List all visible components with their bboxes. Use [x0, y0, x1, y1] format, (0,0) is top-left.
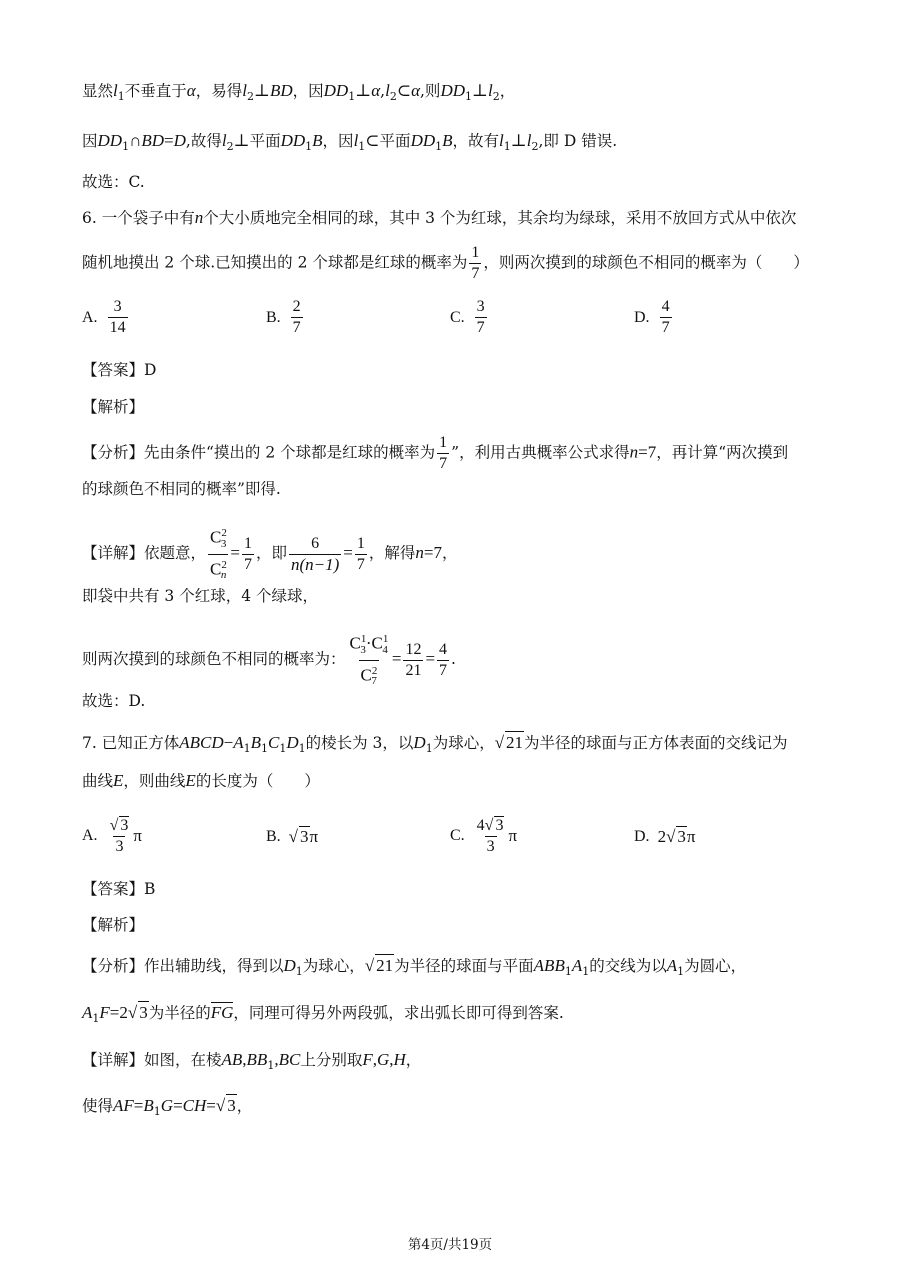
question-6-line-2: 随机地摸出 2 个球.已知摸出的 2 个球都是红球的概率为 $\frac{1}{7}$ ，则两次摸到的球颜色不相同的概率为（ ）	[82, 244, 809, 282]
arc-fg: FG	[210, 1003, 234, 1022]
option-d[interactable]: D. 4 7	[634, 298, 670, 336]
analysis-line: 【分析】先由条件“摸出的 2 个球都是红球的概率为 $\frac{1}{7}$ ”，利用古典概率公式求得n=7，再计算“两次摸到	[82, 434, 789, 472]
option-a[interactable]: A. √ 3 3 π	[82, 817, 142, 855]
option-c[interactable]: C. 4√ 3 3 π	[450, 817, 518, 855]
question-7-line-2: 曲线E，则曲线E的长度为（ ）	[82, 771, 320, 790]
detail-line: 【详解】依题意， $\frac{C^2_3}{C^2_n}$ = $\frac{1}{7}$ ，即 $\frac{6}{n(n-1)}$ = $\frac{1}{7}$ ，解得n=7，	[82, 524, 457, 584]
page-footer: 第4页/共19页	[407, 1237, 493, 1253]
option-a[interactable]: A. 3 14	[82, 298, 126, 336]
option-c[interactable]: C. 3 7	[450, 298, 485, 336]
detail-line: 即袋中共有 3 个红球，4 个绿球，	[82, 587, 319, 605]
analysis-line: $A_1F=2√$ 3为半径的FG，同理可得另外两段弧，求出弧长即可得到答案.	[82, 1003, 564, 1026]
answer: 【答案】B	[82, 880, 156, 898]
detail-line: 【详解】如图，在棱$AB,BB_1,BC$上分别取F,G,H，	[82, 1050, 422, 1073]
analysis-heading: 【解析】	[82, 916, 145, 934]
conclusion: 故选：D.	[82, 692, 146, 710]
analysis-line: 的球颜色不相同的概率”即得.	[82, 480, 281, 498]
detail-line: 则两次摸到的球颜色不相同的概率为： $\frac{C^1_3\cdot C^1_4}{C^2_7}$ = $\frac{12}{21}$ = $\frac{4}{7}$ .	[82, 630, 456, 690]
option-d[interactable]: D. 2√ 3π	[634, 827, 696, 846]
fraction: $\frac{1}{7}$	[471, 244, 480, 282]
analysis-heading: 【解析】	[82, 398, 145, 416]
question-6-line-1: 6. 一个袋子中有n个大小质地完全相同的球，其中 3 个为红球，其余均为绿球，采用不放回方式从中依次	[82, 208, 797, 227]
option-b[interactable]: B. √ 3π	[266, 827, 319, 846]
answer: 【答案】D	[82, 361, 157, 379]
analysis-line: 【分析】作出辅助线，得到以$D_1$为球心，√ 21为半径的球面与平面$ABB_1A_1$的交线为以$A_1$为圆心，	[82, 956, 747, 979]
option-b[interactable]: B. 2 7	[266, 298, 301, 336]
detail-line: 使得$AF=B_1G=CH=√$ 3，	[82, 1096, 253, 1119]
text-line: 显然$l_1$不垂直于α，易得$l_2\perp BD$，因$DD_1\perp\alpha,l_2\subset\alpha$,则$DD_1\perp l_2$，	[82, 81, 516, 104]
text-line: 故选：C.	[82, 173, 145, 191]
question-7-line-1: 7. 已知正方体$ABCD-A_1B_1C_1D_1$的棱长为 3，以$D_1$为球心，√ 21为半径的球面与正方体表面的交线记为	[82, 733, 788, 756]
text-line: 因$DD_1\cap BD=D$,故得$l_2\perp$平面$DD_1B$，因$l_1\subset$平面$DD_1B$，故有$l_1\perp l_2$,即 D 错误.	[82, 131, 618, 154]
